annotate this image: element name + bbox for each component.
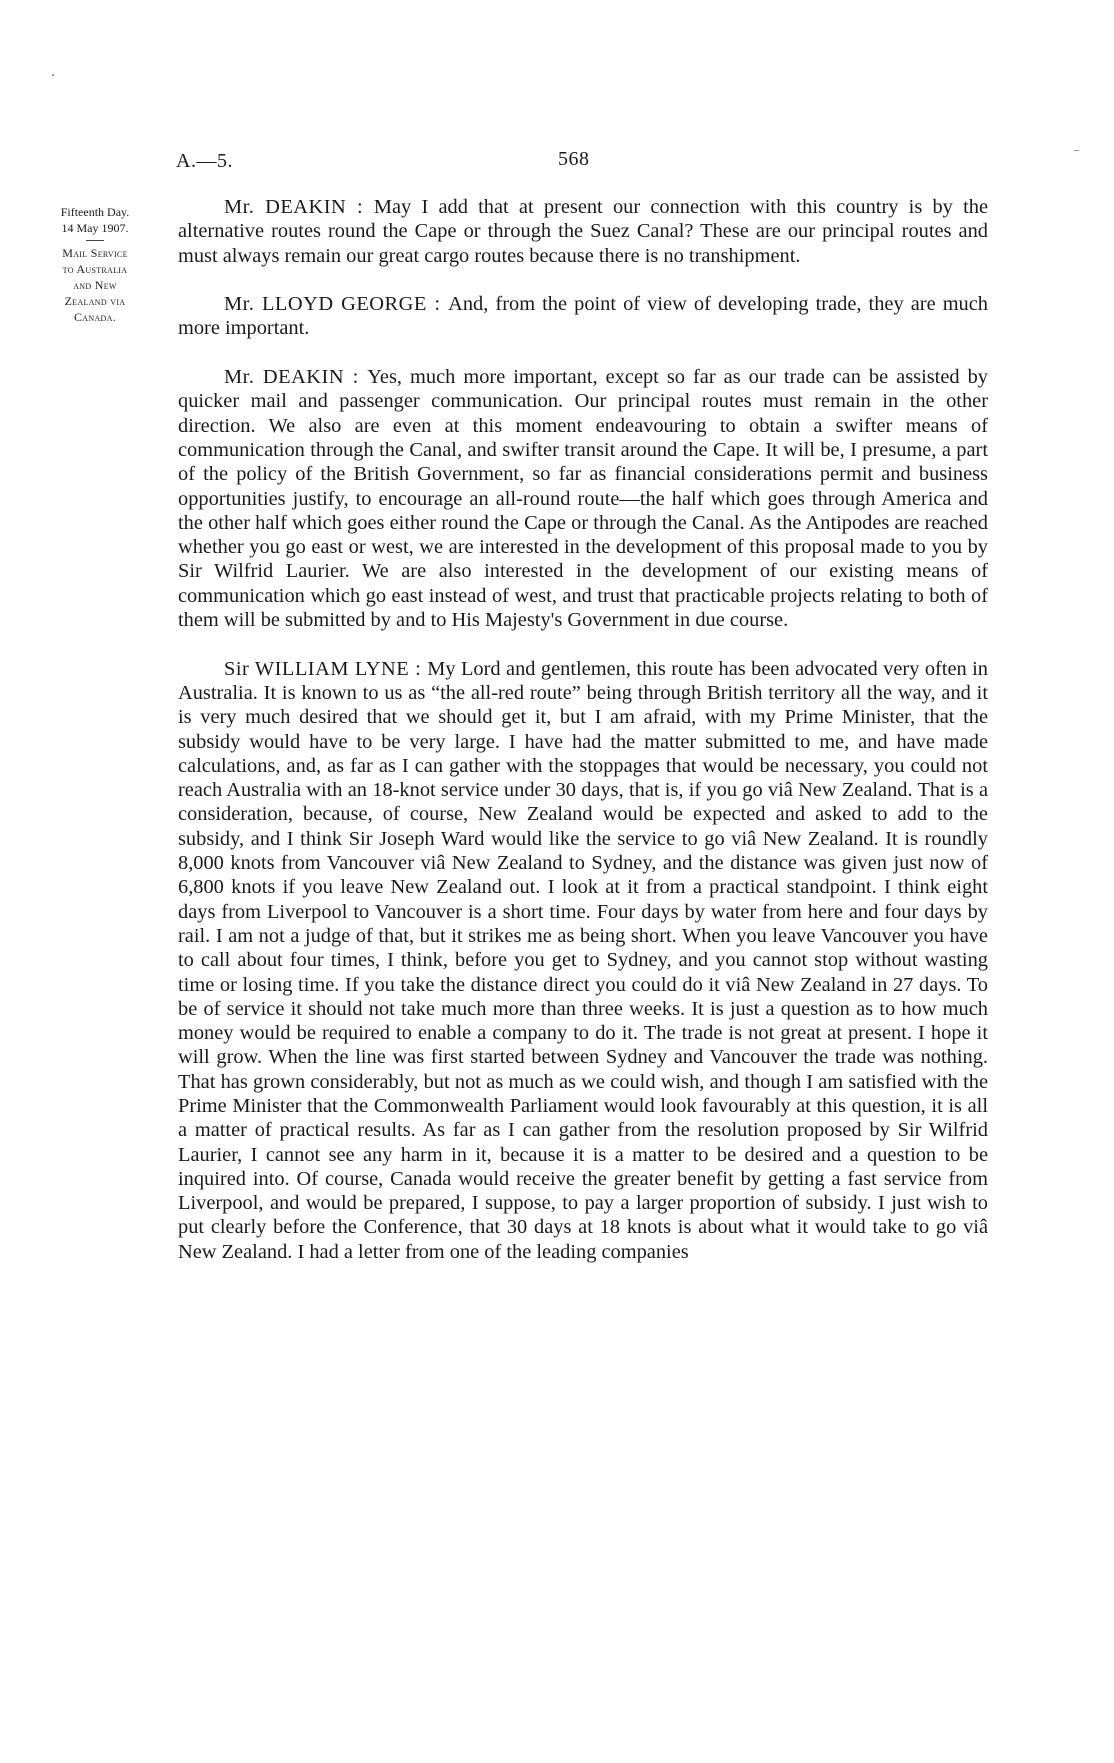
speaker-name: Sir WILLIAM LYNE : <box>224 657 428 680</box>
marginal-subject-line: Zealand via <box>64 294 126 308</box>
speaker-name: Mr. DEAKIN : <box>224 366 368 389</box>
marginal-subject-line: and New <box>73 278 117 292</box>
marginal-subject-line: Canada. <box>74 310 116 324</box>
scan-mark <box>1074 150 1079 151</box>
scan-speck <box>52 74 54 76</box>
speech-paragraph <box>178 365 988 632</box>
series-reference: A.—5. <box>176 150 233 172</box>
marginal-date: 14 May 1907. <box>61 221 129 235</box>
speech-text: My Lord and gentlemen, this route has been advocated very often in Australia. It is known to us as “the all-red route” being through British territory all the way, and it is very much desired that we should get it, but I am afraid, with my Prime Minister, that the subsidy would have to be very large. I have had the matter submitted to me, and have made calculations, and, as far as I can gather with the stoppages that would be necessary, you could not reach Australia with an 18-knot service under 30 days, that is, if you go viâ New Zealand. That is a consideration, because, of course, New Zealand would be expected and asked to add to the subsidy, and I think Sir Joseph Ward would like the service to go viâ New Zealand. It is roundly 8,000 knots from Vancouver viâ New Zealand to Sydney, and the distance was given just now of 6,800 knots if you leave New Zealand out. I look at it from a practical standpoint. I think eight days from Liverpool to Vancouver is a short time. Four days by water from here and four days by rail. I am not a judge of that, but it strikes me as being short. When you leave Vancouver you have to call about four times, I think, before you get to Sydney, and you cannot stop without wasting time or losing time. If you take the distance direct you could do it viâ New Zealand in 27 days. To be of service it should not take much more than three weeks. It is just a question as to how much money would be required to enable a company to do it. The trade is not great at present. I hope it will grow. When the line was first started between Sydney and Vancouver the trade was nothing. That has grown considerably, but not as much as we could wish, and though I am satisfied with the Prime Minister that the Commonwealth Parliament would look favourably at this question, it is all a matter of practical results. As far as I can gather from the resolution proposed by Sir Wilfrid Laurier, I cannot see any harm in it, because it is a matter to be desired and a question to be inquired into. Of course, Canada would receive the greater benefit by getting a fast service from Liverpool, and would be prepared, I suppose, to pay a larger proportion of subsidy. I just wish to put clearly before the Conference, that 30 days at 18 knots is about what it would take to go viâ New Zealand. I had a letter from one of the leading companies <box>178 657 988 1263</box>
marginal-subject-line: Mail Service <box>62 246 128 260</box>
body-text <box>178 195 988 1288</box>
speaker-name: Mr. LLOYD GEORGE : <box>224 293 449 316</box>
speech-paragraph <box>178 657 988 1264</box>
speech-paragraph <box>178 195 988 268</box>
marginal-day: Fifteenth Day. <box>60 205 130 219</box>
speech-paragraph <box>178 292 988 341</box>
speaker-name: Mr. DEAKIN : <box>224 196 374 218</box>
marginal-note <box>30 204 160 325</box>
page-number: 568 <box>558 148 590 170</box>
speech-text: Yes, much more important, except so far as our trade can be assisted by quicker mail and passenger communication. Our principal routes must remain in the other direction. We also are even at this moment endeavouring to obtain a swifter means of communication through the Canal, and swifter transit around the Cape. It will be, I presume, a part of the policy of the British Government, so far as financial considerations permit and business opportunities justify, to encourage an all-round route—the half which goes through America and the other half which goes either round the Cape or through the Canal. As the Antipodes are reached whether you go east or west, we are interested in the development of this proposal made to you by Sir Wilfrid Laurier. We are also interested in the development of our existing means of communication which go east instead of west, and trust that practicable projects relating to both of them will be submitted by and to His Majesty's Government in due course. <box>178 366 988 632</box>
speech-text: May I add that at present our connection with this country is by the alternative routes round the Cape or through the Suez Canal? These are our principal routes and must always remain our great cargo routes because there is no transhipment. <box>178 196 988 267</box>
marginal-subject-line: to Australia <box>62 262 128 276</box>
marginal-divider <box>86 240 104 241</box>
speech-text: And, from the point of view of developing trade, they are much more important. <box>178 293 988 340</box>
